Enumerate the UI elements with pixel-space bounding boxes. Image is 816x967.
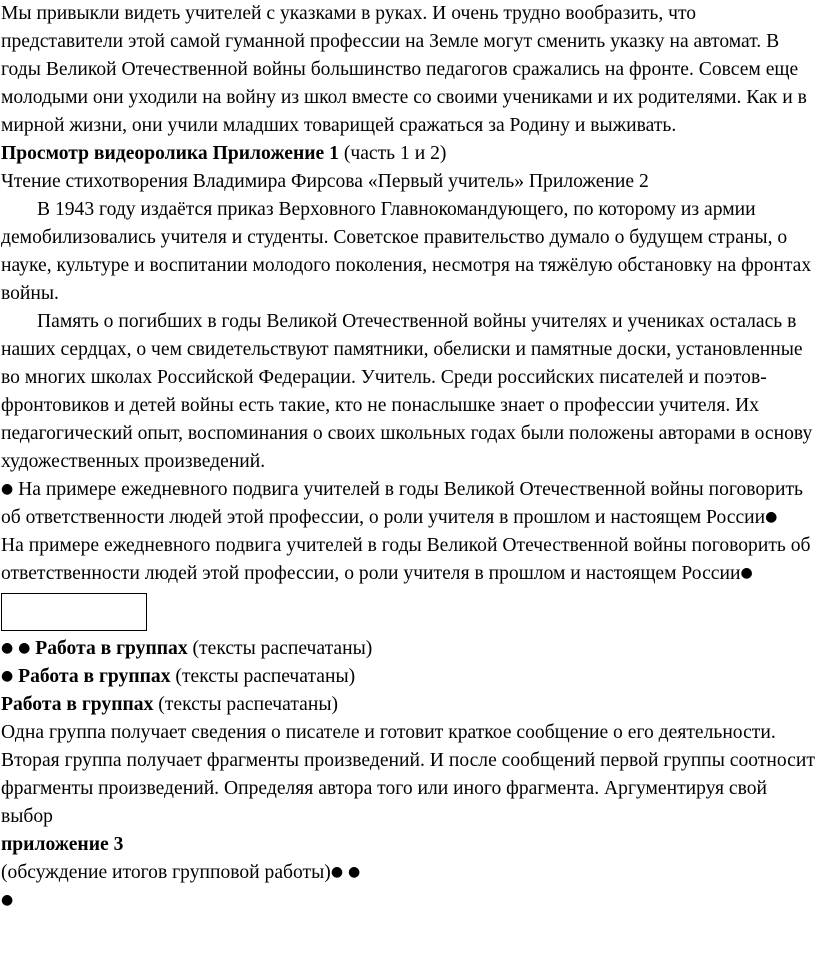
- group-note: (тексты распечатаны): [153, 694, 339, 715]
- bullet-icon: ●: [1, 481, 14, 497]
- order-1943-paragraph: В 1943 году издаётся приказ Верховного Главнокомандующего, по которому из армии демобилизовались учителя и студенты. Советское правительство думало о будущем страны, о науке, культуре и воспитании молодого поколения, несмотря на тяжёлую обстановку на фронтах войны.: [1, 199, 812, 304]
- feat-text-2: На примере ежедневного подвига учителей в годы Великой Отечественной войны поговорить об ответственности людей этой профессии, о роли учителя в прошлом и настоящем России: [1, 535, 811, 584]
- group-line-3: [1, 691, 816, 719]
- group-line-1: [1, 635, 816, 663]
- video-title: Просмотр видеоролика Приложение 1: [1, 143, 339, 164]
- bullet-icon: ●: [1, 668, 14, 684]
- bullet-icon: ●: [1, 892, 14, 908]
- discussion-line: [1, 859, 816, 887]
- group-description: Одна группа получает сведения о писателе и готовит краткое сообщение о его деятельности. Вторая группа получает фрагменты произведений. И после сообщений первой группы соотносит фрагменты произведений. Определяя автора того или иного фрагмента. Аргументируя свой выбор: [1, 722, 815, 827]
- empty-frame: [1, 593, 147, 631]
- group-note: (тексты распечатаны): [187, 638, 373, 659]
- feat-paragraph-bulleted: [1, 476, 816, 532]
- video-note: (часть 1 и 2): [338, 143, 447, 164]
- group-note: (тексты распечатаны): [170, 666, 356, 687]
- poem-line: Чтение стихотворения Владимира Фирсова «Первый учитель» Приложение 2: [1, 171, 649, 192]
- trailing-bullet-line: [1, 887, 816, 915]
- bullet-icon: ●: [740, 565, 753, 581]
- bullet-icon: ●: [347, 864, 361, 880]
- bullet-icon: ●: [330, 864, 344, 880]
- group-title: Работа в группах: [18, 666, 171, 687]
- bullet-icon: ●: [765, 509, 778, 525]
- group-title: Работа в группах: [35, 638, 188, 659]
- group-line-2: [1, 663, 816, 691]
- feat-paragraph: [1, 532, 816, 588]
- video-line: [1, 140, 816, 168]
- feat-text-1: На примере ежедневного подвига учителей в годы Великой Отечественной войны поговорить об ответственности людей этой профессии, о роли учителя в прошлом и настоящем России: [1, 479, 803, 528]
- discussion-text: (обсуждение итогов групповой работы): [1, 862, 331, 883]
- memory-paragraph: Память о погибших в годы Великой Отечественной войны учителях и учениках осталась в наших сердцах, о чем свидетельствуют памятники, обелиски и памятные доски, установленные во многих школах Российской Федерации. Учитель. Среди российских писателей и поэтов-фронтовиков и детей войны есть такие, кто не понаслышке знает о профессии учителя. Их педагогический опыт, воспоминания о своих школьных годах были положены авторами в основу художественных произведений.: [1, 311, 813, 472]
- group-title: Работа в группах: [1, 694, 154, 715]
- bullet-icon: ●: [1, 640, 14, 656]
- intro-paragraph: Мы привыкли видеть учителей с указками в руках. И очень трудно вообразить, что представители этой самой гуманной профессии на Земле могут сменить указку на автомат. В годы Великой Отечественной войны большинство педагогов сражались на фронте. Совсем еще молодыми они уходили на войну из школ вместе со своими учениками и их родителями. Как и в мирной жизни, они учили младших товарищей сражаться за Родину и выживать.: [1, 3, 807, 136]
- bullet-icon: ●: [18, 640, 31, 656]
- appendix-3-title: приложение 3: [1, 834, 124, 855]
